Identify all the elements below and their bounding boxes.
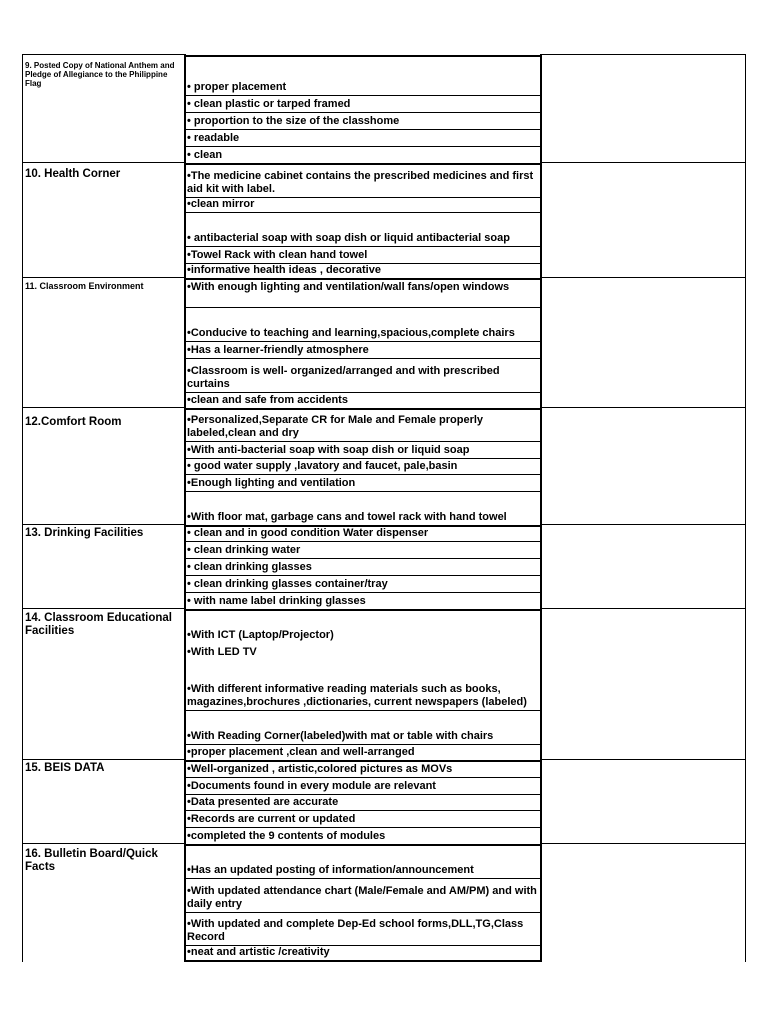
indicator-item: • antibacterial soap with soap dish or liquid antibacterial soap bbox=[186, 212, 540, 246]
section-row-14 bbox=[23, 609, 746, 760]
indicator-item: •Classroom is well- organized/arranged and with prescribed curtains bbox=[186, 358, 540, 392]
indicator-item: •With enough lighting and ventilation/wall fans/open windows bbox=[186, 278, 540, 307]
section-row-13 bbox=[23, 525, 746, 609]
indicator-item: • with name label drinking glasses bbox=[186, 592, 540, 609]
indicator-item: •Enough lighting and ventilation bbox=[186, 474, 540, 491]
indicator-item: • clean drinking glasses container/tray bbox=[186, 575, 540, 592]
remarks-cell bbox=[541, 163, 746, 278]
indicator-item: •Conducive to teaching and learning,spacious,complete chairs bbox=[186, 307, 540, 341]
section-row-12 bbox=[23, 408, 746, 525]
indicator-item: • clean drinking glasses bbox=[186, 558, 540, 575]
indicator-cell bbox=[185, 760, 541, 844]
criterion-label: 12.Comfort Room bbox=[25, 416, 122, 428]
indicator-cell bbox=[185, 55, 541, 163]
section-row-11 bbox=[23, 278, 746, 408]
criterion-cell bbox=[23, 525, 186, 609]
indicator-item: •Well-organized , artistic,colored pictures as MOVs bbox=[186, 760, 540, 777]
indicator-item: •Documents found in every module are relevant bbox=[186, 777, 540, 794]
indicator-item: • proper placement bbox=[186, 55, 540, 95]
section-row-16 bbox=[23, 844, 746, 962]
criterion-cell bbox=[23, 163, 186, 278]
remarks-cell bbox=[541, 278, 746, 408]
indicator-cell bbox=[185, 163, 541, 278]
indicator-item: •With Reading Corner(labeled)with mat or table with chairs bbox=[186, 710, 540, 744]
indicator-item: •Personalized,Separate CR for Male and Female properly labeled,clean and dry bbox=[186, 408, 540, 441]
indicator-item: •Records are current or updated bbox=[186, 810, 540, 827]
criterion-cell bbox=[23, 278, 186, 408]
indicator-item: • proportion to the size of the classhome bbox=[186, 112, 540, 129]
criterion-label: 13. Drinking Facilities bbox=[25, 527, 144, 539]
indicator-cell bbox=[185, 609, 541, 760]
remarks-cell bbox=[541, 525, 746, 609]
indicator-item: •informative health ideas , decorative bbox=[186, 263, 540, 278]
indicator-item: •With ICT (Laptop/Projector) bbox=[186, 609, 540, 643]
criterion-label: 11. Classroom Environment bbox=[25, 281, 144, 291]
section-row-10 bbox=[23, 163, 746, 278]
criterion-label: 14. Classroom Educational Facilities bbox=[25, 612, 172, 637]
remarks-cell bbox=[541, 844, 746, 962]
criterion-cell bbox=[23, 408, 186, 525]
indicator-cell bbox=[185, 408, 541, 525]
criterion-cell bbox=[23, 55, 186, 163]
indicator-item: •With floor mat, garbage cans and towel rack with hand towel bbox=[186, 491, 540, 525]
indicator-cell bbox=[185, 278, 541, 408]
indicator-item: •With different informative reading materials such as books, magazines,brochures ,dictionaries, current newspapers (labeled) bbox=[187, 682, 527, 708]
indicator-item: •clean mirror bbox=[186, 197, 540, 212]
indicator-item: •Has a learner-friendly atmosphere bbox=[186, 341, 540, 358]
indicator-item: • clean and in good condition Water dispenser bbox=[186, 525, 540, 541]
criterion-cell bbox=[23, 609, 186, 760]
section-row-9 bbox=[23, 55, 746, 163]
indicator-item: •The medicine cabinet contains the prescribed medicines and first aid kit with label. bbox=[186, 163, 540, 197]
indicator-item: • clean bbox=[186, 146, 540, 163]
criterion-cell bbox=[23, 844, 186, 962]
criterion-cell bbox=[23, 760, 186, 844]
indicator-item: •With anti-bacterial soap with soap dish or liquid soap bbox=[186, 441, 540, 458]
remarks-cell bbox=[541, 408, 746, 525]
indicator-item: •With updated and complete Dep-Ed school forms,DLL,TG,Class Record bbox=[186, 912, 540, 945]
indicator-item: •With updated attendance chart (Male/Female and AM/PM) and with daily entry bbox=[186, 878, 540, 912]
indicator-item: • clean plastic or tarped framed bbox=[186, 95, 540, 112]
indicator-item: • readable bbox=[186, 129, 540, 146]
indicator-item: •clean and safe from accidents bbox=[186, 392, 540, 408]
remarks-cell bbox=[541, 760, 746, 844]
indicator-item: •proper placement ,clean and well-arranged bbox=[186, 744, 540, 760]
indicator-item: •neat and artistic /creativity bbox=[186, 945, 540, 962]
criterion-label: 10. Health Corner bbox=[25, 168, 121, 180]
section-row-15 bbox=[23, 760, 746, 844]
indicator-item: •Has an updated posting of information/announcement bbox=[186, 844, 540, 878]
remarks-cell bbox=[541, 609, 746, 760]
indicator-item: •With LED TV bbox=[187, 645, 257, 658]
criterion-label: 9. Posted Copy of National Anthem and Pledge of Allegiance to the Philippine Flag bbox=[25, 61, 175, 88]
indicator-cell bbox=[185, 525, 541, 609]
indicator-item: •completed the 9 contents of modules bbox=[186, 827, 540, 844]
indicator-item: •Data presented are accurate bbox=[186, 794, 540, 810]
criterion-label: 15. BEIS DATA bbox=[25, 762, 105, 774]
indicator-item: •Towel Rack with clean hand towel bbox=[186, 246, 540, 263]
checklist-table bbox=[22, 54, 746, 962]
criterion-label: 16. Bulletin Board/Quick Facts bbox=[25, 848, 158, 873]
remarks-cell bbox=[541, 55, 746, 163]
indicator-item: • clean drinking water bbox=[186, 541, 540, 558]
indicator-item: • good water supply ,lavatory and faucet, pale,basin bbox=[186, 458, 540, 474]
indicator-cell bbox=[185, 844, 541, 962]
